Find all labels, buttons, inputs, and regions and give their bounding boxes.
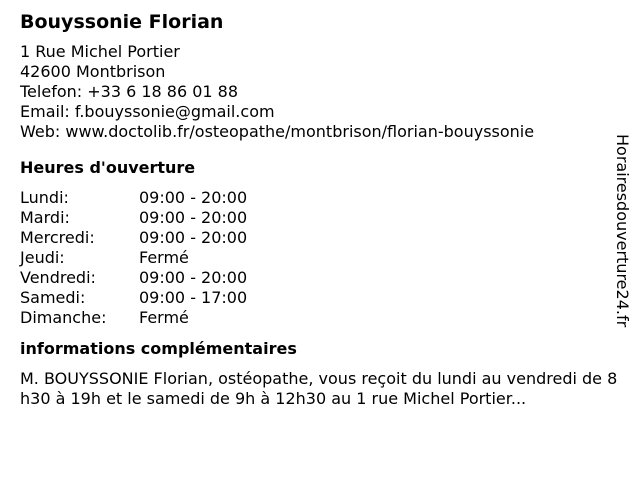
hours-day: Lundi: [20,188,69,207]
hours-time: 09:00 - 20:00 [139,188,248,207]
hours-row [20,288,620,308]
hours-row [20,268,620,288]
hours-day: Vendredi: [20,268,96,287]
hours-heading: Heures d'ouverture [20,158,196,177]
contact-block [20,42,620,142]
hours-table [20,188,620,328]
hours-day: Samedi: [20,288,86,307]
address-line-1: 1 Rue Michel Portier [20,42,180,61]
hours-day: Mercredi: [20,228,95,247]
hours-time: 09:00 - 20:00 [139,208,248,227]
site-watermark: Horairesdouverture24.fr [613,134,632,328]
hours-row [20,208,620,228]
hours-time: Fermé [139,248,189,267]
phone-line: Telefon: +33 6 18 86 01 88 [20,82,239,101]
hours-row [20,228,620,248]
hours-row [20,188,620,208]
business-name: Bouyssonie Florian [20,11,224,33]
hours-day: Mardi: [20,208,70,227]
info-description: M. BOUYSSONIE Florian, ostéopathe, vous reçoit du lundi au vendredi de 8h30 à 19h et le samedi de 9h à 12h30 au 1 rue Michel Portier... [20,369,618,408]
hours-day: Dimanche: [20,308,107,327]
web-line: Web: www.doctolib.fr/osteopathe/montbrison/florian-bouyssonie [20,122,535,141]
hours-time: 09:00 - 20:00 [139,228,248,247]
hours-time: Fermé [139,308,189,327]
hours-row [20,248,620,268]
hours-time: 09:00 - 17:00 [139,288,248,307]
hours-day: Jeudi: [20,248,65,267]
email-line: Email: f.bouyssonie@gmail.com [20,102,275,121]
hours-row [20,308,620,328]
address-line-2: 42600 Montbrison [20,62,166,81]
hours-time: 09:00 - 20:00 [139,268,248,287]
business-card [20,10,620,409]
info-heading: informations complémentaires [20,339,297,358]
